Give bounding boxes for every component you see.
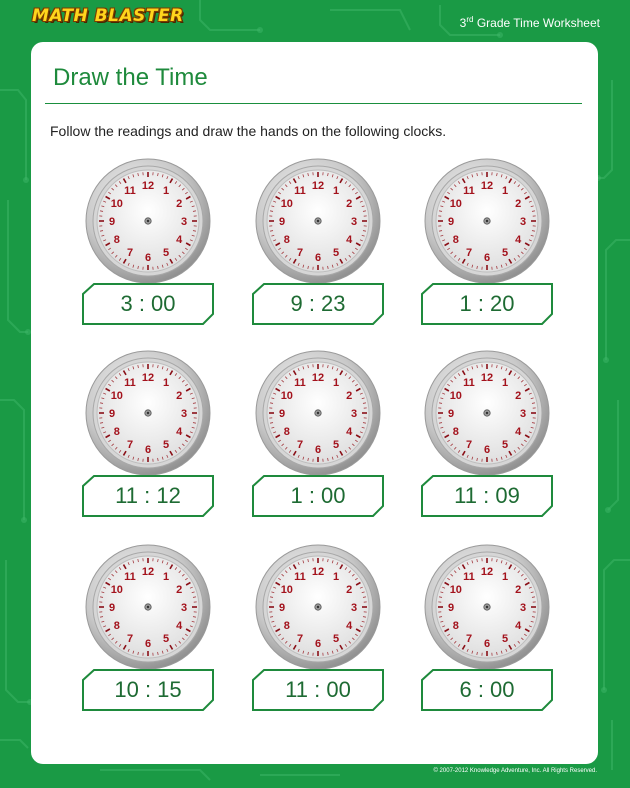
clock-numeral: 12 <box>141 372 155 384</box>
clock-numeral: 5 <box>332 633 340 646</box>
clock-numeral: 8 <box>452 426 459 438</box>
clock-numeral: 11 <box>124 570 136 583</box>
clock-numeral: 12 <box>311 566 325 578</box>
clock-numeral: 2 <box>176 584 183 596</box>
clock-numeral: 8 <box>283 426 290 438</box>
clock-numeral: 10 <box>280 584 293 596</box>
grade-number: 3 <box>459 16 467 30</box>
clock-numeral: 11 <box>463 376 475 389</box>
clock-face[interactable] <box>83 156 213 286</box>
clock-numeral: 2 <box>515 198 522 210</box>
time-reading: 3 : 00 <box>120 291 176 316</box>
time-reading: 10 : 15 <box>114 677 182 702</box>
clock-numeral: 2 <box>515 584 522 596</box>
clock-face-graphic <box>422 542 552 672</box>
clock-numeral: 5 <box>501 439 509 452</box>
clock-numeral: 8 <box>283 620 290 632</box>
center-pin-dot <box>486 412 488 414</box>
center-pin-dot <box>147 606 149 608</box>
clock-numeral: 9 <box>108 602 116 614</box>
clock-numeral: 7 <box>296 247 304 260</box>
logo-text: MATH BLASTER <box>32 6 184 26</box>
clock-numeral: 1 <box>501 570 509 583</box>
clock-numeral: 7 <box>126 633 134 646</box>
clock-face-graphic <box>253 156 383 286</box>
clock-numeral: 2 <box>176 198 183 210</box>
clock-numeral: 6 <box>144 444 152 456</box>
clock-numeral: 9 <box>447 408 455 420</box>
clock-numeral: 1 <box>332 376 340 389</box>
clock-numeral: 1 <box>332 570 340 583</box>
center-pin-dot <box>486 220 488 222</box>
clock-numeral: 1 <box>162 570 170 583</box>
worksheet-label <box>460 15 600 30</box>
clock-numeral: 2 <box>515 390 522 402</box>
time-label-box <box>80 282 216 326</box>
clock-numeral: 3 <box>519 602 527 614</box>
clock-numeral: 4 <box>176 426 183 438</box>
clock-face[interactable] <box>83 542 213 672</box>
clock-numeral: 5 <box>162 439 170 452</box>
clock-numeral: 5 <box>162 247 170 260</box>
clock-numeral: 9 <box>278 216 286 228</box>
clock-numeral: 2 <box>346 390 353 402</box>
clock-numeral: 9 <box>447 216 455 228</box>
clock-numeral: 5 <box>501 247 509 260</box>
clock-numeral: 3 <box>519 216 527 228</box>
clock-numeral: 5 <box>332 439 340 452</box>
clock-face[interactable] <box>253 542 383 672</box>
clock-numeral: 5 <box>332 247 340 260</box>
clock-numeral: 8 <box>283 234 290 246</box>
clock-numeral: 7 <box>126 439 134 452</box>
clock-numeral: 10 <box>110 390 123 402</box>
clock-numeral: 9 <box>108 408 116 420</box>
clock-numeral: 7 <box>296 439 304 452</box>
center-pin-dot <box>486 606 488 608</box>
clock-face[interactable] <box>422 542 552 672</box>
clock-numeral: 6 <box>314 638 322 650</box>
clock-numeral: 3 <box>180 216 188 228</box>
clock-numeral: 7 <box>465 633 473 646</box>
clock-numeral: 11 <box>294 184 306 197</box>
clock-numeral: 11 <box>463 184 475 197</box>
clock-numeral: 9 <box>108 216 116 228</box>
worksheet-label-text: Grade Time Worksheet <box>476 16 600 30</box>
math-blaster-logo <box>32 6 182 32</box>
clock-numeral: 8 <box>113 234 120 246</box>
time-reading: 1 : 20 <box>459 291 515 316</box>
clock-numeral: 10 <box>449 390 462 402</box>
grade-suffix: rd <box>466 15 474 24</box>
clock-numeral: 6 <box>483 444 491 456</box>
clock-numeral: 9 <box>278 408 286 420</box>
clock-face-graphic <box>83 542 213 672</box>
time-label-box <box>250 474 386 518</box>
clock-numeral: 3 <box>350 602 358 614</box>
clock-numeral: 11 <box>124 376 136 389</box>
clock-numeral: 12 <box>480 372 494 384</box>
clock-numeral: 10 <box>110 584 123 596</box>
clock-numeral: 11 <box>124 184 136 197</box>
time-reading: 11 : 12 <box>115 483 181 508</box>
clock-numeral: 7 <box>465 439 473 452</box>
clock-numeral: 6 <box>483 252 491 264</box>
time-label-box <box>419 282 555 326</box>
clock-numeral: 2 <box>346 584 353 596</box>
clock-numeral: 3 <box>180 602 188 614</box>
clock-numeral: 3 <box>350 408 358 420</box>
clock-numeral: 11 <box>294 570 306 583</box>
clock-numeral: 10 <box>280 390 293 402</box>
clock-numeral: 2 <box>176 390 183 402</box>
time-label-box <box>80 474 216 518</box>
page-title: Draw the Time <box>53 64 208 91</box>
clock-numeral: 10 <box>449 198 462 210</box>
clock-numeral: 11 <box>463 570 475 583</box>
clock-numeral: 4 <box>346 620 353 632</box>
time-label-box <box>250 668 386 712</box>
clock-face-graphic <box>422 348 552 478</box>
time-reading: 1 : 00 <box>290 483 346 508</box>
clock-numeral: 7 <box>296 633 304 646</box>
clock-numeral: 10 <box>280 198 293 210</box>
clock-numeral: 8 <box>113 620 120 632</box>
clock-numeral: 12 <box>311 180 325 192</box>
clock-face-graphic <box>422 156 552 286</box>
clock-numeral: 4 <box>515 426 522 438</box>
clock-numeral: 4 <box>176 234 183 246</box>
clock-numeral: 2 <box>346 198 353 210</box>
clock-numeral: 10 <box>449 584 462 596</box>
clock-numeral: 12 <box>311 372 325 384</box>
clock-numeral: 4 <box>346 426 353 438</box>
time-reading: 9 : 23 <box>290 291 346 316</box>
clock-face[interactable] <box>83 348 213 478</box>
time-reading: 11 : 09 <box>454 483 520 508</box>
instructions: Follow the readings and draw the hands on the following clocks. <box>50 123 447 139</box>
clock-numeral: 12 <box>141 180 155 192</box>
clock-numeral: 6 <box>483 638 491 650</box>
clock-face-graphic <box>83 156 213 286</box>
clock-numeral: 6 <box>144 638 152 650</box>
clock-numeral: 6 <box>144 252 152 264</box>
clock-numeral: 12 <box>480 566 494 578</box>
copyright: © 2007-2012 Knowledge Adventure, Inc. All Rights Reserved. <box>433 768 597 774</box>
clock-numeral: 4 <box>515 620 522 632</box>
clock-numeral: 7 <box>126 247 134 260</box>
clock-face[interactable] <box>253 156 383 286</box>
center-pin-dot <box>317 606 319 608</box>
clock-face-graphic <box>253 542 383 672</box>
clock-numeral: 1 <box>162 184 170 197</box>
time-label-box <box>250 282 386 326</box>
time-label-box <box>419 668 555 712</box>
clock-numeral: 1 <box>332 184 340 197</box>
clock-numeral: 8 <box>113 426 120 438</box>
center-pin-dot <box>147 220 149 222</box>
title-divider <box>45 103 582 104</box>
clock-numeral: 5 <box>501 633 509 646</box>
clock-numeral: 8 <box>452 234 459 246</box>
center-pin-dot <box>317 220 319 222</box>
clock-numeral: 4 <box>346 234 353 246</box>
clock-numeral: 8 <box>452 620 459 632</box>
worksheet-card <box>31 42 598 764</box>
clock-numeral: 12 <box>141 566 155 578</box>
time-reading: 6 : 00 <box>459 677 515 702</box>
clock-numeral: 5 <box>162 633 170 646</box>
center-pin-dot <box>147 412 149 414</box>
clock-numeral: 7 <box>465 247 473 260</box>
clock-numeral: 3 <box>519 408 527 420</box>
clock-face[interactable] <box>253 348 383 478</box>
clock-numeral: 9 <box>278 602 286 614</box>
clock-face[interactable] <box>422 348 552 478</box>
clock-numeral: 10 <box>110 198 123 210</box>
center-pin-dot <box>317 412 319 414</box>
clock-face-graphic <box>83 348 213 478</box>
clock-numeral: 1 <box>501 376 509 389</box>
time-label-box <box>419 474 555 518</box>
time-reading: 11 : 00 <box>285 677 351 702</box>
clock-numeral: 6 <box>314 444 322 456</box>
clock-face[interactable] <box>422 156 552 286</box>
clock-numeral: 11 <box>294 376 306 389</box>
clock-numeral: 4 <box>176 620 183 632</box>
clock-numeral: 12 <box>480 180 494 192</box>
clock-numeral: 1 <box>162 376 170 389</box>
clock-numeral: 9 <box>447 602 455 614</box>
clock-numeral: 3 <box>350 216 358 228</box>
clock-numeral: 4 <box>515 234 522 246</box>
clock-numeral: 1 <box>501 184 509 197</box>
clock-face-graphic <box>253 348 383 478</box>
time-label-box <box>80 668 216 712</box>
clock-numeral: 3 <box>180 408 188 420</box>
clock-numeral: 6 <box>314 252 322 264</box>
